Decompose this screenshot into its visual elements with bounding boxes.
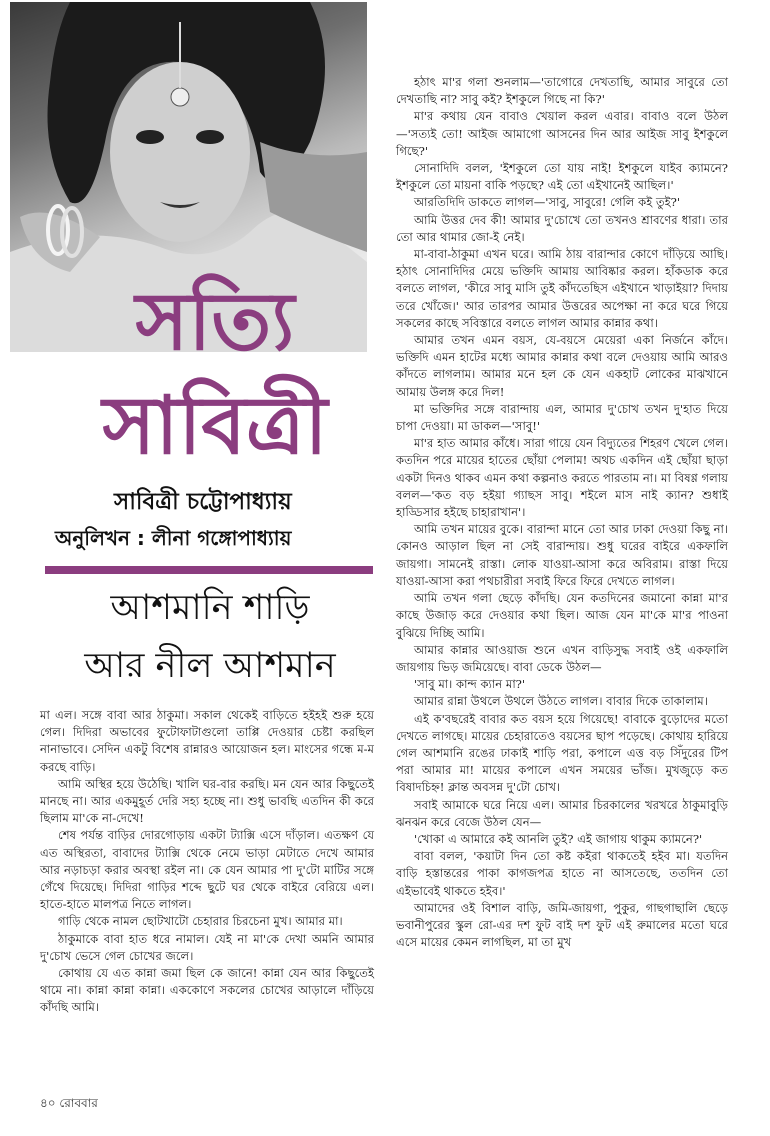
subtitle-line-1: আশমানি শাড়ি xyxy=(110,588,310,628)
paragraph: আমি তখন মায়ের বুকে। বারান্দা মানে তো আর ঢাকা দেওয়া কিছু না। কোনও আড়াল ছিল না সেই বারান্দায়। শুধু ঘরের বাইরে একফালি জায়গা। সামনেই রাস্তা। লোক যাওয়া-আসা করে অবিরাম। রাস্তা দিয়ে যাওয়া-আসা করা পথচারীরা সবাই ফিরে ফিরে দেখতে লাগল। xyxy=(396,522,728,588)
paragraph: মা'র হাত আমার কাঁধে। সারা গায়ে যেন বিদ্যুতের শিহরণ খেলে গেল। কতদিন পরে মায়ের হাতের ছোঁয়া পেলাম! অথচ একদিন এই ছোঁয়া ছাড়া একটা দিনও থাকব এমন কথা কল্পনাও করতে পারতাম না। মা বিষণ্ণ গলায় বলল—'কত বড় হইয়া গ্যাছস সাবু। শইলে মাস নাই ক্যান? শুধাই হাড্ডিসার হইছে চাহারাখান'। xyxy=(396,436,728,520)
paragraph: মা ভক্তিদির সঙ্গে বারান্দায় এল, আমার দু'চোখ তখন দু'হাত দিয়ে চাপা দেওয়া। মা ডাকল—'সাবু!' xyxy=(396,401,728,434)
paragraph: কোথায় যে এত কান্না জমা ছিল কে জানে! কান্না যেন আর কিছুতেই থামে না। কান্না কান্না কান্না। এককোণে সকলের চোখের আড়ালে দাঁড়িয়ে কাঁদছি আমি। xyxy=(40,966,374,1015)
paragraph: বাবা বলল, 'কয়াটা দিন তো কষ্ট কইরা থাকতেই হইব মা। যতদিন বাড়ি হস্তান্তরের পাকা কাগজপত্র হাতে না আসতেছে, ততদিন তো এইভাবেই থাকতে হইব।' xyxy=(396,849,728,898)
paragraph: গাড়ি থেকে নামল ছোটখাটো চেহারার চিরচেনা মুখ। আমার মা। xyxy=(58,914,343,929)
paragraph: আরতিদিদি ডাকতে লাগল—'সাবু, সাবুরে! গেলি কই তুই?' xyxy=(414,195,681,210)
author-name: সাবিত্রী চট্টোপাধ্যায় xyxy=(114,489,292,515)
paragraph: 'খোকা এ আমারে কই আনলি তুই? এই জাগায় থাকুম ক্যামনে?' xyxy=(414,831,703,846)
paragraph: হঠাৎ মা'র গলা শুনলাম—'তাগোরে দেখতাছি, আমার সাবুরে তো দেখতাছি না? সাবু কই? ইশকুলে গিছে না কি?' xyxy=(396,75,728,107)
paragraph: আমার কান্নার আওয়াজ শুনে এখন বাড়িসুদ্ধ সবাই ওই একফালি জায়গায় ভিড় জমিয়েছে। বাবা ডেকে উঠল— xyxy=(396,642,728,674)
paragraph: মা এল। সঙ্গে বাবা আর ঠাকুমা। সকাল থেকেই বাড়িতে হইহই শুরু হয়ে গেল। দিদিরা অভাবের ফুটোফাটাগুলো তাপ্পি দেওয়ার চেষ্টা করছিল নানাভাবে। সেদিন একটু বিশেষ রান্নারও আয়োজন হল। মাংসের গন্ধে ম-ম করছে বাড়ি। xyxy=(40,708,374,774)
paragraph: শেষ পর্যন্ত বাড়ির দোরগোড়ায় একটা ট্যাক্সি এসে দাঁড়াল। এতক্ষণ যে এত অস্থিরতা, বাবাদের ট্যাক্সি থেকে নেমে ভাড়া মেটাতে দেখে আমার আর নড়াচড়া করার অবস্থা রইল না। কে যেন আমার পা দু'টো মাটির সঙ্গে গেঁথে দিয়েছে। দিদিরা গাড়ির শব্দে ছুটে ঘর থেকে বাইরে বেরিয়ে এল। হাতে-হাতে মালপত্র নিতে লাগল। xyxy=(40,828,374,912)
paragraph: আমি তখন গলা ছেড়ে কাঁদছি। যেন কতদিনের জমানো কান্না মা'র কাছে উজাড় করে দেওয়ার কথা ছিল। আজ যেন মা'কে মা'র পাওনা বুঝিয়ে দিচ্ছি আমি। xyxy=(396,591,728,640)
paragraph: এই ক'বছরেই বাবার কত বয়স হয়ে গিয়েছে! বাবাকে বুড়োদের মতো দেখতে লাগছে। মায়ের চেহারাতেও বয়সের ছাপ পড়েছে। কোথায় হারিয়ে গেল আশমানি রঙের ঢাকাই শাড়ি পরা, কপালে এত্ত বড় সিঁদুরের টিপ পরা আমার মা! মায়ের কপালে এখন সময়ের ভাঁজ। মুখজুড়ে কত বিষাদচিহ্ন! ক্লান্ত অবসন্ন দু'টো চোখ। xyxy=(396,711,728,795)
title-line-2: সাবিত্রী xyxy=(102,379,328,472)
page-footer: ৪০ রোববার xyxy=(40,1096,98,1110)
subtitle-line-2: আর নীল আশমান xyxy=(84,646,336,686)
paragraph: সবাই আমাকে ঘরে নিয়ে এল। আমার চিরকালের খরখরে ঠাকুমাবুড়ি ঝনঝন করে বেজে উঠল যেন— xyxy=(396,797,728,829)
paragraph: আমার তখন এমন বয়স, যে-বয়সে মেয়েরা একা নির্জনে কাঁদে। ভক্তিদি এমন হাটের মধ্যে আমার কান্নার কথা বলে দেওয়ায় আমি আরও কাঁদতে লাগলাম। আমার মনে হল কে যেন একহাট লোকের মাঝখানে আমায় উলঙ্গ করে দিল! xyxy=(396,333,728,399)
paragraph: ঠাকুমাকে বাবা হাত ধরে নামাল। যেই না মা'কে দেখা অমনি আমার দু'চোখ ভেসে গেল চোখের জলে। xyxy=(40,931,374,963)
right-column-text xyxy=(396,74,728,951)
left-column-text xyxy=(40,707,374,1017)
paragraph: আমাদের ওই বিশাল বাড়ি, জমি-জায়গা, পুকুর, গাছগাছালি ছেড়ে ভবানীপুরের স্কুল রো-এর দশ ফুট বাই দশ ফুট এই রুমালের মতো ঘরে এসে মায়ের কেমন লাগছিল, মা তা মুখ xyxy=(396,900,728,950)
paragraph: সোনাদিদি বলল, 'ইশকুলে তো যায় নাই! ইশকুলে যাইব ক্যামনে? ইশকুলে তো মায়না বাকি পড়ছে? এই তো এইখানেই আছিল।' xyxy=(396,161,728,193)
paragraph: আমার রান্না উথলে উথলে উঠতে লাগল। বাবার দিকে তাকালাম। xyxy=(414,694,708,709)
paragraph: 'সাবু মা। কান্দ ক্যান মা?' xyxy=(414,677,526,692)
transcriber-credit: অনুলিখন : লীনা গঙ্গোপাধ্যায় xyxy=(55,526,292,550)
paragraph: আমি অস্থির হয়ে উঠেছি। খালি ঘর-বার করছি। মন যেন আর কিছুতেই মানছে না। আর একমুহূর্ত দেরি সহ্য হচ্ছে না। শুধু ভাবছি এতদিন কী করে ছিলাম মা'কে না-দেখে! xyxy=(40,776,374,826)
paragraph: আমি উত্তর দেব কী! আমার দু'চোখে তো তখনও শ্রাবণের ধারা। তার তো আর থামার জো-ই নেই। xyxy=(396,212,728,244)
divider-rule xyxy=(45,566,373,574)
paragraph: মা'র কথায় যেন বাবাও খেয়াল করল এবার। বাবাও বলে উঠল—'সত্যই তো! আইজ আমাগো আসনের দিন আর আইজ সাবু ইশকুলে গিছে?' xyxy=(396,109,728,158)
paragraph: মা-বাবা-ঠাকুমা এখন ঘরে। আমি ঠায় বারান্দার কোণে দাঁড়িয়ে আছি। হঠাৎ সোনাদিদির মেয়ে ভক্তিদি আমায় আবিষ্কার করল। হাঁকডাক করে বলতে লাগল, 'কীরে সাবু মাসি তুই কাঁদতেছিস এইখানে খাড়াইয়া? দিদায় তরে খোঁজে।' আর তারপর আমার উত্তরের অপেক্ষা না করে ঘরে গিয়ে সকলের কাছে সবিস্তারে বলতে লাগল আমার কান্নার কথা। xyxy=(396,247,728,330)
title-line-1: সত্যি xyxy=(135,275,295,368)
